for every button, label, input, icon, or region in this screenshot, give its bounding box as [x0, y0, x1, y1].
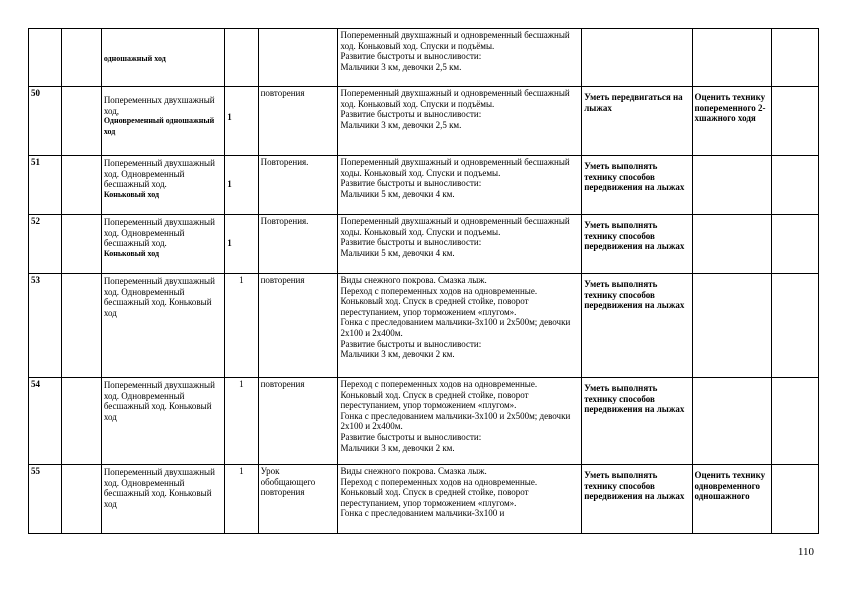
table-row [29, 29, 819, 87]
empty-cell [772, 156, 819, 215]
content-text: Виды снежного покрова. Смазка лыж. Переход с попеременных ходов на одновременные. Коньковый ход. Спуск в средней стойке, поворот переступанием, упор торможением «плугом». Гонка с преследованием мальчики-3х100 и [340, 466, 538, 519]
row-number-text: 55 [31, 466, 40, 476]
requirements-cell [582, 274, 692, 378]
requirements-cell [582, 29, 692, 87]
empty-cell [772, 274, 819, 378]
lesson-type-cell [258, 87, 338, 156]
lesson-type-text: Повторения. [260, 157, 309, 167]
empty-cell [62, 87, 101, 156]
hours-cell [225, 274, 258, 378]
lesson-type-cell [258, 215, 338, 274]
empty-cell [62, 378, 101, 465]
lesson-type-text: Урок обобщающего повторения [260, 466, 316, 498]
empty-cell [62, 215, 101, 274]
table-row [29, 274, 819, 378]
empty-cell [62, 465, 101, 534]
control-text [695, 157, 770, 161]
topic-text: Попеременный двухшажный ход. Одновременный бесшажный ход. Коньковый ход [103, 380, 215, 422]
requirements-cell [582, 378, 692, 465]
lesson-plan-table [28, 28, 819, 534]
empty-cell [62, 156, 101, 215]
row-number-text: 52 [31, 216, 40, 226]
empty-cell [62, 29, 101, 87]
lesson-type-cell [258, 156, 338, 215]
control-text [695, 275, 770, 279]
topic-cell [101, 378, 224, 465]
empty-cell [772, 465, 819, 534]
lesson-type-text: повторения [260, 275, 305, 285]
control-text: Оценить технику одновременного одношажного [694, 470, 766, 502]
lesson-type-cell [258, 465, 338, 534]
topic-bold-text: Одновременный одношажный ход [103, 116, 215, 136]
empty-cell [772, 29, 819, 87]
hours-text: 1 [239, 275, 244, 285]
row-number-text: 54 [31, 379, 40, 389]
page-number: 110 [797, 546, 814, 558]
hours-cell [225, 29, 258, 87]
row-number [29, 274, 62, 378]
control-cell [692, 87, 772, 156]
topic-text: Попеременный двухшажный ход. Одновременный бесшажный ход. Коньковый ход [103, 467, 215, 509]
row-number [29, 29, 62, 87]
empty-cell [62, 274, 101, 378]
topic-cell [101, 156, 224, 215]
row-number-text: 51 [31, 157, 40, 167]
control-cell [692, 29, 772, 87]
empty-cell [772, 378, 819, 465]
lesson-type-text: Повторения. [260, 216, 309, 226]
hours-cell [225, 156, 258, 215]
row-number [29, 87, 62, 156]
row-number-text: 50 [31, 88, 40, 98]
control-cell [692, 465, 772, 534]
hours-cell [225, 465, 258, 534]
content-cell [338, 215, 582, 274]
hours-cell [225, 215, 258, 274]
control-cell [692, 215, 772, 274]
topic-cell [101, 215, 224, 274]
control-cell [692, 274, 772, 378]
content-cell [338, 87, 582, 156]
topic-text: Попеременный двухшажный ход. Одновременный бесшажный ход. Коньковый ход [103, 276, 215, 318]
requirements-text: Уметь передвигаться на лыжах [584, 92, 683, 113]
lesson-type-cell [258, 29, 338, 87]
control-text [695, 379, 770, 383]
topic-text: одношажный ход [103, 54, 166, 63]
content-text: Переход с попеременных ходов на одновременные. Коньковый ход. Спуск в средней стойке, поворот переступанием, упор торможением «плугом». Гонка с преследованием мальчики-3х100 и 2х500м; девочки 2х100 и 2х400м. Развитие быстроты и выносливости: Мальчики 3 км, девочки 2 км. [340, 379, 571, 453]
hours-text: 1 [239, 466, 244, 476]
row-number-text: 53 [31, 275, 40, 285]
content-cell [338, 465, 582, 534]
requirements-cell [582, 87, 692, 156]
lesson-type-cell [258, 274, 338, 378]
hours-text: 1 [239, 379, 244, 389]
table-row [29, 378, 819, 465]
requirements-text: Уметь выполнять технику способов передвижения на лыжах [584, 279, 685, 311]
topic-cell [101, 465, 224, 534]
requirements-text: Уметь выполнять технику способов передвижения на лыжах [584, 383, 685, 415]
control-cell [692, 378, 772, 465]
topic-bold-text: Коньковый ход [103, 189, 160, 199]
topic-cell [101, 87, 224, 156]
table-row [29, 215, 819, 274]
content-text: Попеременный двухшажный и одновременный бесшажный ход. Коньковый ход. Спуски и подъёмы. Развитие быстроты и выносливости: Мальчики 3 км, девочки 2,5 км. [340, 88, 570, 130]
lesson-type-cell [258, 378, 338, 465]
topic-text: Попеременный двухшажный ход. Одновременный бесшажный ход. [103, 158, 215, 190]
content-cell [338, 274, 582, 378]
hours-cell [225, 87, 258, 156]
topic-bold-text: Коньковый ход [103, 248, 160, 258]
content-text: Виды снежного покрова. Смазка лыж. Переход с попеременных ходов на одновременные. Коньковый ход. Спуск в средней стойке, поворот переступанием, упор торможением «плугом». Гонка с преследованием мальчики-3х100 и 2х500м; девочки 2х100 и 2х400м. Развитие быстроты и выносливости: Мальчики 3 км, девочки 2 км. [340, 275, 571, 360]
row-number [29, 215, 62, 274]
content-text: Попеременный двухшажный и одновременный бесшажный ходы. Коньковый ход. Спуски и подъемы. Развитие быстроты и выносливости: Мальчики 5 км, девочки 4 км. [340, 157, 570, 199]
row-number [29, 378, 62, 465]
content-text: Попеременный двухшажный и одновременный бесшажный ходы. Коньковый ход. Спуски и подъемы. Развитие быстроты и выносливости: Мальчики 5 км, девочки 4 км. [340, 216, 570, 258]
table-row [29, 465, 819, 534]
control-text: Оценить технику попеременного 2-хшажного ходя [694, 92, 766, 124]
topic-text: Попеременных двухшажный ход, [103, 95, 215, 116]
content-cell [338, 378, 582, 465]
hours-cell [225, 378, 258, 465]
hours-text: 1 [227, 112, 232, 122]
table-row [29, 87, 819, 156]
requirements-text: Уметь выполнять технику способов передвижения на лыжах [584, 470, 685, 502]
row-number [29, 465, 62, 534]
requirements-cell [582, 215, 692, 274]
topic-text: Попеременный двухшажный ход. Одновременный бесшажный ход. [103, 217, 215, 249]
lesson-type-text: повторения [260, 88, 305, 98]
content-text: Попеременный двухшажный и одновременный бесшажный ход. Коньковый ход. Спуски и подъёмы. Развитие быстроты и выносливости: Мальчики 3 км, девочки 2,5 км. [340, 30, 570, 72]
content-cell [338, 156, 582, 215]
requirements-text: Уметь выполнять технику способов передвижения на лыжах [584, 220, 685, 252]
requirements-cell [582, 465, 692, 534]
control-cell [692, 156, 772, 215]
hours-text: 1 [227, 179, 232, 189]
empty-cell [772, 87, 819, 156]
lesson-type-text: повторения [260, 379, 305, 389]
content-cell [338, 29, 582, 87]
empty-cell [772, 215, 819, 274]
row-number [29, 156, 62, 215]
control-text [695, 216, 770, 220]
requirements-cell [582, 156, 692, 215]
topic-cell [101, 29, 224, 87]
table-row [29, 156, 819, 215]
topic-cell [101, 274, 224, 378]
hours-text: 1 [227, 238, 232, 248]
requirements-text: Уметь выполнять технику способов передвижения на лыжах [584, 161, 685, 193]
